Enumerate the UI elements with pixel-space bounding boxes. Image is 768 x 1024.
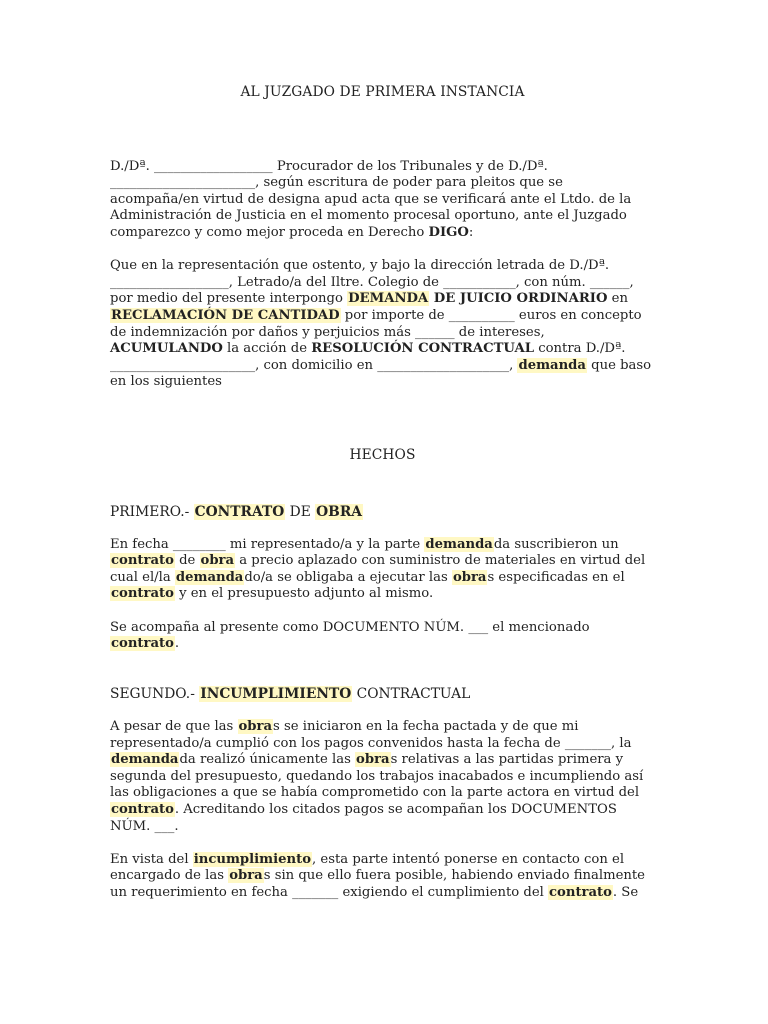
primero-p2-text-b: .	[174, 636, 180, 652]
primero-p1-text-b: da suscribieron un	[493, 536, 619, 552]
highlight-contrato-1: contrato	[111, 553, 174, 569]
segundo-p2-text-d: . Se	[612, 884, 639, 900]
segundo-p1-text-e: . Acreditando los citados pagos se acompañan los DOCUMENTOS NÚM. ___.	[110, 802, 617, 834]
segundo-paragraph-1	[110, 719, 655, 835]
hechos-heading: HECHOS	[349, 446, 416, 463]
primero-p1-text-f: s especificadas en el	[487, 569, 625, 585]
highlight-obra-4: obra	[356, 752, 390, 768]
primero-paragraph-2	[110, 620, 655, 653]
primero-de: DE	[285, 503, 316, 520]
segundo-p1-text-c: da realizó únicamente las	[179, 752, 356, 768]
document-page	[110, 84, 655, 902]
acumulando-bold: ACUMULANDO	[110, 341, 223, 357]
highlight-incumplimiento-heading: INCUMPLIMIENTO	[200, 685, 352, 702]
highlight-demanda-3: demanda	[425, 536, 493, 552]
primero-p1-text-g: y en el presupuesto adjunto al mismo.	[174, 586, 434, 602]
primero-heading	[110, 504, 655, 521]
intro-paragraph-1	[110, 159, 655, 242]
intro-p2-text-a: Que en la representación que ostento, y bajo la dirección letrada de D./Dª. __________________, Letrado/a del Iltre. Colegio de ___________, con núm. ______, por medio del presente interpongo	[110, 258, 634, 307]
highlight-obra-3: obra	[238, 719, 273, 735]
segundo-contractual: CONTRACTUAL	[352, 685, 471, 702]
highlight-contrato-2: contrato	[111, 586, 174, 602]
primero-p2-text-a: Se acompaña al presente como DOCUMENTO NÚM. ___ el mencionado	[110, 619, 590, 635]
highlight-reclamacion: RECLAMACIÓN DE CANTIDAD	[111, 307, 340, 323]
segundo-label: SEGUNDO.-	[110, 685, 200, 702]
digo-keyword: DIGO	[428, 224, 469, 240]
primero-p1-text-c: de	[174, 553, 200, 569]
document-title: AL JUZGADO DE PRIMERA INSTANCIA	[240, 84, 525, 100]
highlight-obra-2: obra	[452, 569, 487, 585]
highlight-incumplimiento: incumplimiento	[193, 851, 312, 867]
intro-p2-text-c: en	[607, 291, 628, 307]
resolucion-contractual-bold: RESOLUCIÓN CONTRACTUAL	[311, 341, 535, 357]
segundo-p2-text-b: , esta parte intentó ponerse en contacto con el encargado de las	[110, 851, 625, 884]
segundo-paragraph-2	[110, 852, 655, 902]
primero-paragraph-1	[110, 537, 655, 603]
highlight-demanda-4: demanda	[175, 569, 244, 585]
intro-p1-text: D./Dª. __________________ Procurador de los Tribunales y de D./Dª. ______________________, según escritura de poder para pleitos que se acompaña/en virtud de designa apud acta que se verificará ante el Ltdo. de la Administración de Justicia en el momento procesal oportuno, ante el Juzgado comparezco y como mejor proceda en Derecho	[110, 158, 632, 240]
primero-label: PRIMERO.-	[110, 503, 194, 520]
highlight-contrato-heading: CONTRATO	[194, 503, 285, 520]
highlight-contrato-4: contrato	[111, 802, 174, 817]
segundo-p2-text-c: s sin que ello fuera posible, habiendo enviado finalmente un requerimiento en fecha _______ exigiendo el cumplimiento del	[110, 868, 645, 900]
highlight-demanda: DEMANDA	[348, 291, 429, 307]
highlight-obra-1: obra	[200, 553, 235, 569]
intro-p2-text-f: la acción de	[222, 341, 312, 357]
segundo-p1-text-d: s relativas a las partidas primera y segunda del presupuesto, quedando los trabajos inacabados e incumpliendo así las obligaciones a que se había comprometido con la parte actora en virtud del	[110, 752, 644, 801]
highlight-obra-heading: OBRA	[316, 503, 363, 520]
intro-p2-text-d: por importe de __________ euros en concepto de indemnización por daños y perjuicios más ______ de intereses,	[110, 307, 642, 340]
intro-p1-end: :	[468, 224, 474, 240]
primero-p1-text-d: a precio aplazado con suministro de materiales en virtud del cual el/la	[110, 553, 646, 585]
segundo-heading	[110, 686, 655, 703]
highlight-contrato-3: contrato	[111, 636, 174, 652]
highlight-demanda-2: demanda	[518, 357, 586, 373]
intro-p2-text-h: contra D./Dª. ______________________, con domicilio en ____________________,	[110, 341, 626, 373]
intro-paragraph-2	[110, 258, 655, 391]
segundo-p2-text-a: En vista del	[110, 851, 193, 867]
juicio-ordinario-bold: DE JUICIO ORDINARIO	[429, 291, 608, 307]
highlight-demanda-5: demanda	[111, 752, 179, 768]
intro-p2-text-i: que baso en los siguientes	[110, 357, 652, 390]
primero-p1-text-a: En fecha ________ mi representado/a y la parte	[110, 536, 425, 552]
segundo-p1-text-a: A pesar de que las	[110, 719, 238, 735]
highlight-obra-5: obra	[229, 868, 263, 884]
primero-p1-text-e: do/a se obligaba a ejecutar las	[244, 569, 452, 585]
segundo-p1-text-b: s se iniciaron en la fecha pactada y de que mi representado/a cumplió con los pagos convenidos hasta la fecha de _______, la	[110, 719, 632, 751]
highlight-contrato-5: contrato	[549, 884, 612, 900]
